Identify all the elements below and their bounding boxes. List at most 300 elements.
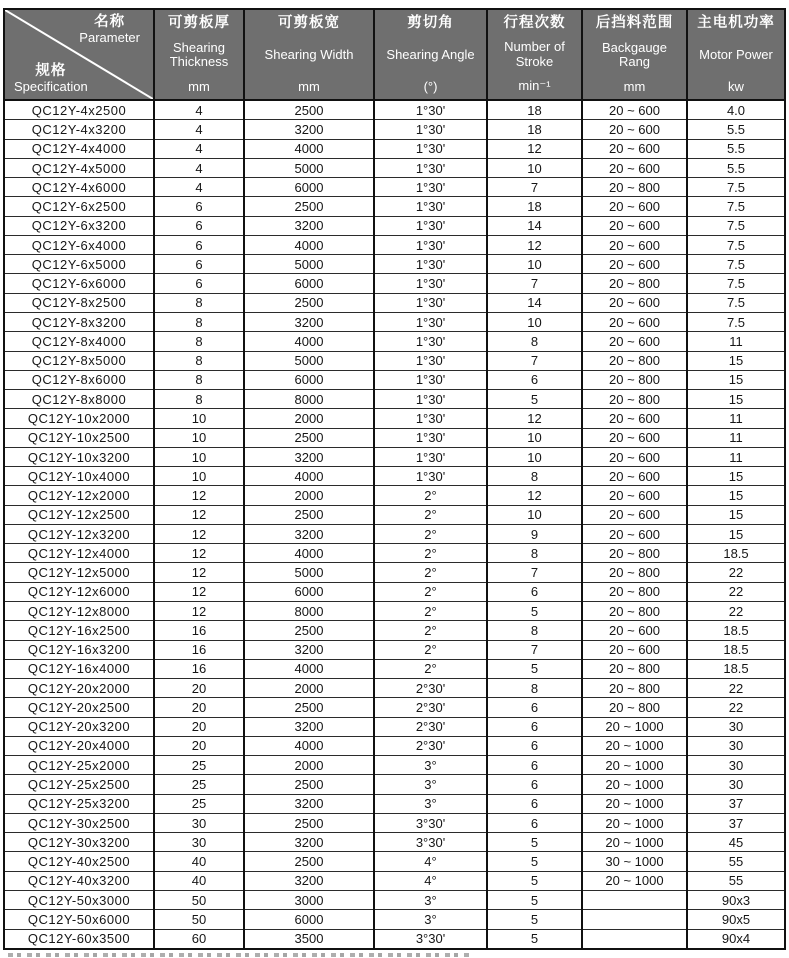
cell-width: 3200	[244, 216, 374, 235]
cell-angle: 2°30'	[374, 717, 487, 736]
cell-strokes: 18	[487, 197, 582, 216]
cell-angle: 1°30'	[374, 370, 487, 389]
cell-model: QC12Y-12x2500	[4, 505, 154, 524]
cell-strokes: 12	[487, 235, 582, 254]
cell-thickness: 20	[154, 717, 244, 736]
cell-backgauge: 20 ~ 1000	[582, 871, 687, 890]
cell-power: 22	[687, 602, 785, 621]
cell-strokes: 6	[487, 794, 582, 813]
cell-power: 5.5	[687, 120, 785, 139]
cell-thickness: 10	[154, 447, 244, 466]
cell-backgauge: 20 ~ 1000	[582, 775, 687, 794]
cell-backgauge: 20 ~ 600	[582, 640, 687, 659]
cell-thickness: 12	[154, 544, 244, 563]
clipped-footnote-text	[8, 953, 473, 957]
cell-width: 5000	[244, 351, 374, 370]
header-unit-label: kw	[728, 79, 744, 94]
cell-angle: 1°30'	[374, 255, 487, 274]
cell-thickness: 12	[154, 563, 244, 582]
cell-thickness: 40	[154, 871, 244, 890]
cell-power: 7.5	[687, 216, 785, 235]
cell-backgauge: 20 ~ 600	[582, 409, 687, 428]
cell-strokes: 5	[487, 929, 582, 949]
cell-strokes: 6	[487, 582, 582, 601]
cell-backgauge	[582, 890, 687, 909]
cell-backgauge: 20 ~ 600	[582, 467, 687, 486]
cell-model: QC12Y-4x5000	[4, 158, 154, 177]
cell-thickness: 6	[154, 255, 244, 274]
cell-strokes: 7	[487, 563, 582, 582]
cell-thickness: 50	[154, 910, 244, 929]
cell-thickness: 16	[154, 659, 244, 678]
table-row	[4, 582, 785, 601]
cell-model: QC12Y-20x3200	[4, 717, 154, 736]
table-row	[4, 698, 785, 717]
cell-strokes: 14	[487, 293, 582, 312]
cell-power: 15	[687, 390, 785, 409]
cell-strokes: 5	[487, 833, 582, 852]
cell-thickness: 4	[154, 178, 244, 197]
cell-model: QC12Y-6x2500	[4, 197, 154, 216]
table-row	[4, 409, 785, 428]
cell-strokes: 7	[487, 351, 582, 370]
cell-backgauge: 20 ~ 800	[582, 390, 687, 409]
cell-thickness: 4	[154, 100, 244, 120]
cell-power: 15	[687, 370, 785, 389]
cell-angle: 2°	[374, 505, 487, 524]
cell-power: 11	[687, 409, 785, 428]
cell-angle: 3°30'	[374, 929, 487, 949]
cell-model: QC12Y-16x2500	[4, 621, 154, 640]
cell-strokes: 6	[487, 698, 582, 717]
cell-width: 4000	[244, 736, 374, 755]
cell-power: 15	[687, 467, 785, 486]
cell-model: QC12Y-60x3500	[4, 929, 154, 949]
cell-power: 7.5	[687, 197, 785, 216]
cell-power: 37	[687, 813, 785, 832]
cell-power: 15	[687, 524, 785, 543]
corner-parameter-en: Parameter	[79, 29, 140, 45]
cell-strokes: 8	[487, 332, 582, 351]
cell-width: 4000	[244, 235, 374, 254]
cell-strokes: 8	[487, 544, 582, 563]
header-cn-label: 可剪板宽	[278, 15, 340, 31]
cell-model: QC12Y-8x2500	[4, 293, 154, 312]
cell-model: QC12Y-12x8000	[4, 602, 154, 621]
table-row	[4, 370, 785, 389]
header-en-label: Shearing Width	[264, 47, 354, 62]
cell-thickness: 50	[154, 890, 244, 909]
cell-width: 6000	[244, 910, 374, 929]
cell-power: 22	[687, 582, 785, 601]
cell-width: 2000	[244, 756, 374, 775]
cell-backgauge: 20 ~ 800	[582, 659, 687, 678]
cell-power: 90x4	[687, 929, 785, 949]
cell-width: 6000	[244, 178, 374, 197]
table-row	[4, 910, 785, 929]
table-row	[4, 833, 785, 852]
cell-backgauge: 20 ~ 600	[582, 158, 687, 177]
cell-power: 18.5	[687, 640, 785, 659]
cell-model: QC12Y-12x3200	[4, 524, 154, 543]
cell-backgauge: 20 ~ 600	[582, 120, 687, 139]
cell-model: QC12Y-25x3200	[4, 794, 154, 813]
header-cn-label: 主电机功率	[697, 15, 775, 31]
header-en-label: Shearing Thickness	[169, 39, 229, 70]
cell-model: QC12Y-8x6000	[4, 370, 154, 389]
cell-strokes: 6	[487, 717, 582, 736]
cell-width: 2500	[244, 621, 374, 640]
table-row	[4, 120, 785, 139]
table-row	[4, 100, 785, 120]
cell-width: 6000	[244, 274, 374, 293]
header-cn-label: 剪切角	[407, 15, 454, 31]
spec-table	[3, 8, 786, 950]
cell-thickness: 8	[154, 293, 244, 312]
corner-specification-label	[14, 64, 88, 95]
cell-angle: 2°	[374, 602, 487, 621]
header-cn-label: 可剪板厚	[168, 15, 230, 31]
cell-backgauge: 20 ~ 1000	[582, 756, 687, 775]
cell-width: 3200	[244, 313, 374, 332]
cell-angle: 2°30'	[374, 698, 487, 717]
cell-model: QC12Y-8x3200	[4, 313, 154, 332]
cell-model: QC12Y-4x6000	[4, 178, 154, 197]
cell-thickness: 12	[154, 505, 244, 524]
cell-power: 15	[687, 505, 785, 524]
table-row	[4, 544, 785, 563]
cell-strokes: 7	[487, 274, 582, 293]
cell-power: 4.0	[687, 100, 785, 120]
cell-model: QC12Y-8x4000	[4, 332, 154, 351]
cell-angle: 2°	[374, 544, 487, 563]
cell-backgauge: 20 ~ 600	[582, 621, 687, 640]
cell-thickness: 60	[154, 929, 244, 949]
cell-angle: 3°	[374, 775, 487, 794]
cell-width: 3200	[244, 524, 374, 543]
cell-power: 18.5	[687, 621, 785, 640]
cell-thickness: 6	[154, 197, 244, 216]
table-row	[4, 351, 785, 370]
cell-power: 11	[687, 428, 785, 447]
cell-thickness: 8	[154, 313, 244, 332]
cell-thickness: 30	[154, 813, 244, 832]
cell-power: 7.5	[687, 313, 785, 332]
cell-backgauge: 20 ~ 800	[582, 178, 687, 197]
table-row	[4, 563, 785, 582]
cell-model: QC12Y-10x4000	[4, 467, 154, 486]
cell-power: 22	[687, 698, 785, 717]
cell-backgauge: 20 ~ 600	[582, 293, 687, 312]
cell-thickness: 10	[154, 428, 244, 447]
cell-power: 18.5	[687, 659, 785, 678]
cell-backgauge	[582, 910, 687, 929]
cell-thickness: 4	[154, 139, 244, 158]
cell-model: QC12Y-50x6000	[4, 910, 154, 929]
header-shearing-width	[244, 9, 374, 100]
cell-model: QC12Y-16x4000	[4, 659, 154, 678]
cell-power: 11	[687, 332, 785, 351]
table-row	[4, 467, 785, 486]
cell-angle: 1°30'	[374, 332, 487, 351]
header-row	[4, 9, 785, 100]
cell-width: 2500	[244, 100, 374, 120]
cell-angle: 1°30'	[374, 313, 487, 332]
cell-backgauge: 20 ~ 600	[582, 505, 687, 524]
cell-angle: 2°	[374, 563, 487, 582]
cell-angle: 3°30'	[374, 813, 487, 832]
cell-power: 22	[687, 563, 785, 582]
cell-power: 55	[687, 852, 785, 871]
cell-backgauge: 20 ~ 600	[582, 332, 687, 351]
cell-strokes: 10	[487, 158, 582, 177]
cell-power: 30	[687, 756, 785, 775]
cell-backgauge: 30 ~ 1000	[582, 852, 687, 871]
cell-angle: 2°	[374, 486, 487, 505]
cell-width: 3200	[244, 833, 374, 852]
cell-thickness: 40	[154, 852, 244, 871]
cell-power: 15	[687, 486, 785, 505]
cell-strokes: 10	[487, 255, 582, 274]
cell-angle: 1°30'	[374, 139, 487, 158]
cell-model: QC12Y-12x2000	[4, 486, 154, 505]
cell-width: 4000	[244, 659, 374, 678]
table-row	[4, 852, 785, 871]
cell-backgauge: 20 ~ 600	[582, 216, 687, 235]
cell-angle: 3°	[374, 890, 487, 909]
table-row	[4, 235, 785, 254]
cell-strokes: 9	[487, 524, 582, 543]
table-row	[4, 871, 785, 890]
cell-angle: 1°30'	[374, 428, 487, 447]
cell-angle: 2°	[374, 582, 487, 601]
cell-model: QC12Y-12x6000	[4, 582, 154, 601]
cell-power: 7.5	[687, 255, 785, 274]
header-number-of-stroke	[487, 9, 582, 100]
cell-power: 22	[687, 679, 785, 698]
cell-backgauge: 20 ~ 1000	[582, 794, 687, 813]
cell-width: 2000	[244, 679, 374, 698]
cell-width: 3200	[244, 794, 374, 813]
table-row	[4, 158, 785, 177]
cell-width: 3000	[244, 890, 374, 909]
cell-power: 30	[687, 717, 785, 736]
cell-backgauge: 20 ~ 800	[582, 351, 687, 370]
cell-angle: 1°30'	[374, 197, 487, 216]
table-row	[4, 602, 785, 621]
cell-width: 3200	[244, 447, 374, 466]
table-row	[4, 178, 785, 197]
cell-power: 5.5	[687, 158, 785, 177]
cell-strokes: 10	[487, 313, 582, 332]
cell-width: 8000	[244, 602, 374, 621]
cell-power: 90x3	[687, 890, 785, 909]
cell-thickness: 6	[154, 216, 244, 235]
cell-thickness: 25	[154, 794, 244, 813]
cell-model: QC12Y-6x3200	[4, 216, 154, 235]
table-row	[4, 813, 785, 832]
cell-backgauge: 20 ~ 800	[582, 274, 687, 293]
cell-angle: 1°30'	[374, 120, 487, 139]
cell-backgauge: 20 ~ 600	[582, 524, 687, 543]
cell-model: QC12Y-30x3200	[4, 833, 154, 852]
cell-width: 4000	[244, 544, 374, 563]
cell-power: 7.5	[687, 274, 785, 293]
cell-backgauge: 20 ~ 600	[582, 486, 687, 505]
cell-thickness: 6	[154, 235, 244, 254]
cell-model: QC12Y-20x2000	[4, 679, 154, 698]
table-row	[4, 447, 785, 466]
spec-table-body	[4, 100, 785, 949]
cell-strokes: 5	[487, 890, 582, 909]
cell-angle: 2°30'	[374, 679, 487, 698]
cell-angle: 1°30'	[374, 235, 487, 254]
cell-model: QC12Y-20x2500	[4, 698, 154, 717]
table-row	[4, 890, 785, 909]
cell-angle: 1°30'	[374, 274, 487, 293]
cell-backgauge: 20 ~ 800	[582, 602, 687, 621]
cell-backgauge: 20 ~ 600	[582, 447, 687, 466]
cell-strokes: 8	[487, 679, 582, 698]
header-motor-power	[687, 9, 785, 100]
cell-width: 2500	[244, 775, 374, 794]
table-row	[4, 274, 785, 293]
cell-backgauge: 20 ~ 600	[582, 255, 687, 274]
cell-power: 7.5	[687, 235, 785, 254]
cell-width: 2000	[244, 486, 374, 505]
cell-backgauge: 20 ~ 1000	[582, 833, 687, 852]
cell-strokes: 6	[487, 813, 582, 832]
cell-model: QC12Y-20x4000	[4, 736, 154, 755]
table-row	[4, 139, 785, 158]
corner-diagonal-wrap	[5, 10, 153, 99]
cell-width: 3500	[244, 929, 374, 949]
cell-power: 37	[687, 794, 785, 813]
cell-thickness: 12	[154, 582, 244, 601]
cell-angle: 1°30'	[374, 216, 487, 235]
cell-thickness: 25	[154, 775, 244, 794]
table-row	[4, 679, 785, 698]
cell-strokes: 7	[487, 640, 582, 659]
cell-angle: 3°	[374, 794, 487, 813]
table-row	[4, 255, 785, 274]
corner-specification-cn: 规格	[35, 63, 67, 80]
header-unit-label: mm	[188, 79, 210, 94]
cell-angle: 3°	[374, 910, 487, 929]
table-row	[4, 505, 785, 524]
cell-thickness: 4	[154, 158, 244, 177]
cell-strokes: 5	[487, 659, 582, 678]
cell-strokes: 10	[487, 505, 582, 524]
table-row	[4, 486, 785, 505]
cell-model: QC12Y-8x5000	[4, 351, 154, 370]
cell-angle: 1°30'	[374, 467, 487, 486]
table-row	[4, 717, 785, 736]
cell-power: 30	[687, 736, 785, 755]
header-en-label: Motor Power	[699, 47, 773, 62]
cell-strokes: 5	[487, 871, 582, 890]
corner-specification-en: Specification	[14, 79, 88, 95]
header-unit-label: (°)	[423, 79, 438, 94]
cell-model: QC12Y-25x2500	[4, 775, 154, 794]
cell-model: QC12Y-50x3000	[4, 890, 154, 909]
cell-model: QC12Y-40x2500	[4, 852, 154, 871]
cell-angle: 1°30'	[374, 409, 487, 428]
cell-width: 5000	[244, 563, 374, 582]
cell-angle: 4°	[374, 871, 487, 890]
cell-width: 4000	[244, 332, 374, 351]
cell-width: 2500	[244, 505, 374, 524]
cell-backgauge	[582, 929, 687, 949]
cell-angle: 2°	[374, 640, 487, 659]
cell-strokes: 14	[487, 216, 582, 235]
header-en-label: Backgauge Rang	[601, 39, 668, 70]
header-unit-label: min⁻¹	[518, 78, 551, 93]
cell-power: 45	[687, 833, 785, 852]
cell-backgauge: 20 ~ 800	[582, 370, 687, 389]
cell-model: QC12Y-10x2000	[4, 409, 154, 428]
cell-strokes: 6	[487, 775, 582, 794]
cell-power: 7.5	[687, 178, 785, 197]
cell-width: 2500	[244, 698, 374, 717]
cell-strokes: 18	[487, 100, 582, 120]
table-row	[4, 216, 785, 235]
cell-strokes: 6	[487, 370, 582, 389]
table-row	[4, 390, 785, 409]
cell-backgauge: 20 ~ 1000	[582, 717, 687, 736]
header-cn-label: 后挡料范围	[595, 15, 674, 31]
header-shearing-angle	[374, 9, 487, 100]
header-backgauge-range	[582, 9, 687, 100]
cell-thickness: 25	[154, 756, 244, 775]
cell-strokes: 5	[487, 852, 582, 871]
cell-strokes: 8	[487, 621, 582, 640]
table-row	[4, 756, 785, 775]
cell-width: 4000	[244, 139, 374, 158]
table-row	[4, 197, 785, 216]
cell-model: QC12Y-6x6000	[4, 274, 154, 293]
cell-width: 2500	[244, 852, 374, 871]
cell-strokes: 18	[487, 120, 582, 139]
cell-power: 11	[687, 447, 785, 466]
cell-backgauge: 20 ~ 800	[582, 563, 687, 582]
cell-backgauge: 20 ~ 600	[582, 428, 687, 447]
cell-model: QC12Y-10x3200	[4, 447, 154, 466]
cell-angle: 3°30'	[374, 833, 487, 852]
cell-thickness: 8	[154, 370, 244, 389]
cell-thickness: 10	[154, 467, 244, 486]
cell-strokes: 12	[487, 486, 582, 505]
cell-width: 2500	[244, 813, 374, 832]
cell-width: 5000	[244, 158, 374, 177]
cell-model: QC12Y-4x3200	[4, 120, 154, 139]
cell-strokes: 5	[487, 910, 582, 929]
cell-thickness: 30	[154, 833, 244, 852]
cell-thickness: 8	[154, 351, 244, 370]
cell-backgauge: 20 ~ 600	[582, 139, 687, 158]
cell-width: 2500	[244, 197, 374, 216]
cell-model: QC12Y-4x2500	[4, 100, 154, 120]
cell-backgauge: 20 ~ 600	[582, 313, 687, 332]
cell-backgauge: 20 ~ 600	[582, 235, 687, 254]
cell-angle: 1°30'	[374, 178, 487, 197]
cell-thickness: 8	[154, 332, 244, 351]
cell-power: 5.5	[687, 139, 785, 158]
corner-parameter-label	[79, 15, 140, 46]
table-row	[4, 621, 785, 640]
cell-width: 3200	[244, 640, 374, 659]
cell-width: 6000	[244, 582, 374, 601]
